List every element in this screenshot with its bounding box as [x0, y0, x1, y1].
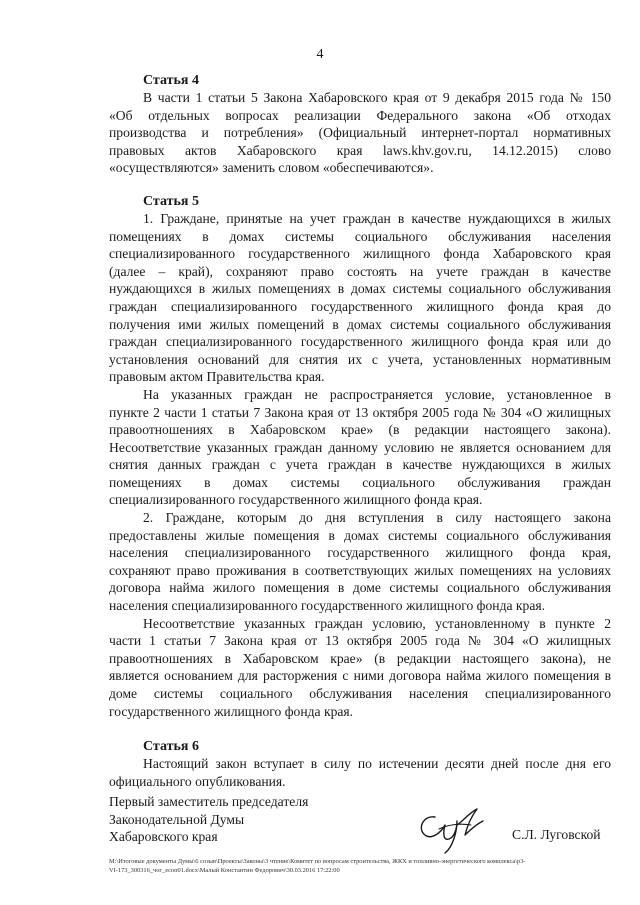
document-body — [109, 72, 611, 790]
text-line: части 1 статьи 7 Закона края от 13 октября 2005 года № 304 «О жилищных — [109, 633, 611, 649]
text-line: снятия данных граждан с учета граждан в качестве нуждающихся в жилых — [109, 457, 611, 473]
text-line: специализированного государственного жилищного фонда Хабаровского края — [109, 246, 611, 262]
text-line: получения ими жилых помещений в домах системы социального обслуживания — [109, 316, 611, 332]
footer-line: M:\Итоговые документы Думы\6 созыв\Проекты\Законы\3 чтение\Комитет по вопросам строительства, ЖКХ и топливно-энергетического комплекса\р3- — [109, 858, 526, 865]
text-line: установления оснований для снятия их с учета, установленных нормативным — [109, 351, 611, 367]
article-6-text — [109, 755, 611, 790]
text-line: Несоответствие указанных граждан условию, установленному в пункте 2 — [143, 615, 611, 631]
text-line: договора найма жилого помещения в доме системы социального обслуживания — [109, 580, 611, 596]
text-line: 2. Граждане, которым до дня вступления в силу настоящего закона — [143, 510, 611, 526]
text-line: Настоящий закон вступает в силу по истечении десяти дней после дня его — [143, 756, 611, 772]
text-line: является основанием для расторжения с ними договора найма жилого помещения в — [109, 668, 611, 684]
text-line: населения специализированного государственного жилищного фонда края, — [109, 545, 611, 561]
article-5-heading: Статья 5 — [143, 193, 199, 209]
text-line: доме системы социального обслуживания населения специализированного — [109, 686, 611, 701]
text-line: правоотношениях в Хабаровском крае» (в редакции настоящего закона), не — [109, 650, 611, 666]
text-line: помещениях в домах системы социального обслуживания граждан — [109, 474, 611, 490]
position-line: Хабаровского края — [109, 829, 218, 845]
handwritten-signature — [413, 803, 491, 855]
footer-line: VI-173_300316_чог_ecoп01.docx\Малый Константин Федорович\30.03.2016 17:22:00 — [109, 866, 340, 874]
text-line: сохраняют право проживания в соответствующих жилых помещениях на условиях — [109, 562, 611, 578]
text-line: 1. Граждане, принятые на учет граждан в качестве нуждающихся в жилых — [143, 210, 611, 226]
text-line: нуждающихся в жилых помещениях в домах системы социального обслуживания — [109, 281, 611, 297]
text-line: граждан специализированного государственного жилищного фонда края до — [109, 298, 611, 314]
text-line: помещениях в домах системы социального обслуживания населения — [109, 228, 611, 244]
text-line: производства и потребления» (Официальный интернет-портал нормативных — [109, 125, 611, 141]
text-line: Несоответствие указанных граждан данному условию не является основанием для — [109, 439, 611, 455]
text-line: пункте 2 части 1 статьи 7 Закона края от 13 октября 2005 года № 304 «О жилищных — [109, 404, 611, 420]
signer-name: С.Л. Луговской — [512, 827, 601, 842]
text-line: (далее – край), сохраняют право состоять на учете граждан в качестве — [109, 263, 611, 279]
article-5-paragraph-1 — [109, 210, 611, 386]
text-line: граждан специализированного государственного жилищного фонда края или до — [109, 334, 611, 350]
text-line: На указанных граждан не распространяется условие, установленное в — [143, 386, 611, 402]
article-4-heading: Статья 4 — [143, 73, 199, 88]
text-line: государственного жилищного фонда края. — [109, 703, 354, 719]
file-path-footer — [109, 858, 617, 875]
signatory-position — [109, 793, 308, 846]
position-line: Первый заместитель председателя — [109, 794, 309, 809]
article-5-paragraph-4 — [109, 615, 611, 721]
text-line: населения специализированного государственного жилищного фонда края. — [109, 598, 546, 614]
text-line: правоотношениях в Хабаровском крае» (в редакции настоящего закона). — [109, 422, 611, 438]
page-number: 4 — [316, 47, 324, 62]
article-6-heading: Статья 6 — [143, 739, 199, 755]
article-5-paragraph-3 — [109, 509, 611, 615]
text-line: правовых актов Хабаровского края laws.khv.gov.ru, 14.12.2015) слово — [109, 142, 611, 158]
text-line: правовым актом Правительства края. — [109, 369, 325, 385]
text-line: «Об отдельных вопросах реализации Федерального закона «Об отходах — [109, 107, 611, 123]
text-line: В части 1 статьи 5 Закона Хабаровского края от 9 декабря 2015 года № 150 — [143, 90, 611, 105]
text-line: «осуществляются» заменить словом «обеспечиваются». — [109, 160, 434, 176]
article-5-paragraph-2 — [109, 386, 611, 509]
text-line: предоставлены жилые помещения в домах системы социального обслуживания — [109, 527, 611, 543]
text-line: специализированного государственного жилищного фонда края. — [109, 492, 483, 508]
position-line: Законодательной Думы — [109, 811, 245, 827]
article-4-text — [109, 89, 611, 177]
text-line: официального опубликования. — [109, 773, 286, 789]
